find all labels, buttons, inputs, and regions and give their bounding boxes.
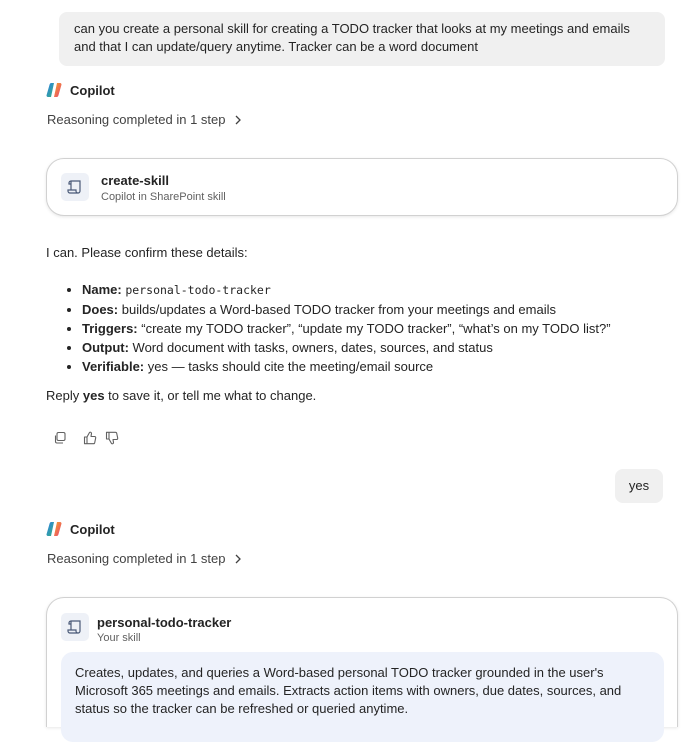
chevron-right-icon — [234, 554, 242, 564]
confirm-intro: I can. Please confirm these details: — [46, 245, 248, 260]
skill-title: personal-todo-tracker — [97, 615, 232, 630]
copilot-logo-icon — [46, 82, 62, 98]
thumbs-down-button[interactable] — [104, 430, 120, 446]
copy-icon — [53, 431, 67, 445]
thumbs-down-icon — [105, 431, 119, 445]
list-item: • Name: personal-todo-tracker — [82, 280, 611, 300]
copy-button[interactable] — [52, 430, 68, 446]
reasoning-label: Reasoning completed in 1 step — [47, 112, 226, 127]
user-message-text: yes — [628, 478, 650, 493]
reasoning-toggle[interactable] — [47, 551, 242, 566]
skill-card[interactable] — [46, 158, 678, 216]
assistant-name: Copilot — [70, 521, 115, 537]
chevron-right-icon — [234, 115, 242, 125]
personal-skill-card[interactable] — [46, 597, 678, 727]
user-message-bubble — [59, 12, 665, 66]
list-item: • Output: Word document with tasks, owners, dates, sources, and status — [82, 338, 611, 357]
list-item: • Does: builds/updates a Word-based TODO tracker from your meetings and emails — [82, 300, 611, 319]
assistant-header — [46, 82, 115, 98]
skill-scroll-icon — [61, 173, 89, 201]
assistant-header — [46, 521, 115, 537]
skill-subtitle: Copilot in SharePoint skill — [101, 191, 226, 203]
user-message-bubble — [615, 469, 663, 503]
thumbs-up-button[interactable] — [82, 430, 98, 446]
list-item: • Verifiable: yes — tasks should cite the meeting/email source — [82, 357, 611, 376]
reasoning-label: Reasoning completed in 1 step — [47, 551, 226, 566]
list-item: • Triggers: “create my TODO tracker”, “update my TODO tracker”, “what’s on my TODO list?” — [82, 319, 611, 338]
reasoning-toggle[interactable] — [47, 112, 242, 127]
details-list — [46, 280, 611, 376]
reply-instruction: Reply yes to save it, or tell me what to change. — [46, 388, 317, 403]
skill-title: create-skill — [101, 173, 169, 188]
message-actions — [52, 430, 120, 446]
skill-subtitle: Your skill — [97, 632, 141, 644]
assistant-name: Copilot — [70, 82, 115, 98]
copilot-logo-icon — [46, 521, 62, 537]
thumbs-up-icon — [83, 431, 97, 445]
user-message-text: can you create a personal skill for creating a TODO tracker that looks at my meetings and emails and that I can update/query anytime. Tracker can be a word document — [74, 21, 630, 54]
skill-description: Creates, updates, and queries a Word-based personal TODO tracker grounded in the user's Microsoft 365 meetings and emails. Extracts action items with owners, due dates, sources, and status so the tracker can be refreshed or queried anytime. — [61, 652, 664, 742]
skill-scroll-icon — [61, 613, 89, 641]
